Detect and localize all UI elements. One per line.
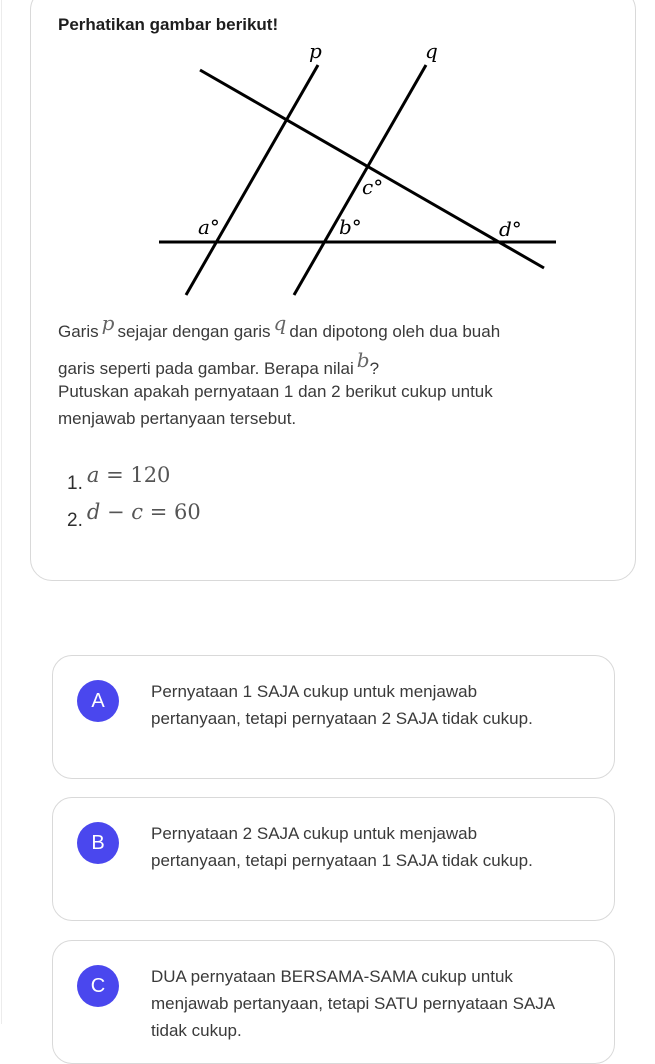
label-p: p xyxy=(309,39,322,63)
option-letter-badge: B xyxy=(77,822,119,864)
option-a[interactable] xyxy=(52,655,615,779)
statement-1 xyxy=(67,463,171,495)
var-p: p xyxy=(101,311,115,335)
option-c[interactable] xyxy=(52,940,615,1064)
transversal-line xyxy=(200,70,544,268)
question-text-line2 xyxy=(58,348,380,379)
question-text-line1 xyxy=(58,311,501,342)
text: garis seperti pada gambar. Berapa nilai xyxy=(58,359,354,378)
label-angle-a: a° xyxy=(198,215,220,239)
label-angle-c: c° xyxy=(362,175,384,199)
option-text: Pernyataan 1 SAJA cukup untuk menjawab pertanyaan, tetapi pernyataan 2 SAJA tidak cukup. xyxy=(151,682,533,728)
option-text: Pernyataan 2 SAJA cukup untuk menjawab pertanyaan, tetapi pernyataan 1 SAJA tidak cukup. xyxy=(151,824,533,870)
instruction-line1: Putuskan apakah pernyataan 1 dan 2 berikut cukup untuk xyxy=(58,382,493,401)
label-angle-b: b° xyxy=(339,215,362,239)
statement-2 xyxy=(67,500,201,532)
instruction-line2: menjawab pertanyaan tersebut. xyxy=(58,409,297,428)
label-angle-d: d° xyxy=(499,217,522,241)
option-letter-badge: A xyxy=(77,680,119,722)
var-b: b xyxy=(356,348,370,372)
option-letter-badge: C xyxy=(77,965,119,1007)
label-q: q xyxy=(425,39,438,63)
text: Garis xyxy=(58,322,99,341)
option-text: DUA pernyataan BERSAMA-SAMA cukup untuk menjawab pertanyaan, tetapi SATU pernyataan SAJA tidak cukup. xyxy=(151,967,555,1040)
var-q: q xyxy=(273,311,287,335)
text: dan dipotong oleh dua buah xyxy=(289,322,501,341)
statement-expression: d − c = 60 xyxy=(86,500,201,524)
text: ? xyxy=(369,359,380,378)
option-b[interactable] xyxy=(52,797,615,921)
geometry-figure xyxy=(0,0,655,300)
statement-number: 2. xyxy=(67,510,83,531)
statement-number: 1. xyxy=(67,473,83,494)
text: sejajar dengan garis xyxy=(117,322,271,341)
line-q xyxy=(294,65,426,295)
statement-expression: a = 120 xyxy=(86,463,171,487)
question-title: Perhatikan gambar berikut! xyxy=(58,15,279,34)
